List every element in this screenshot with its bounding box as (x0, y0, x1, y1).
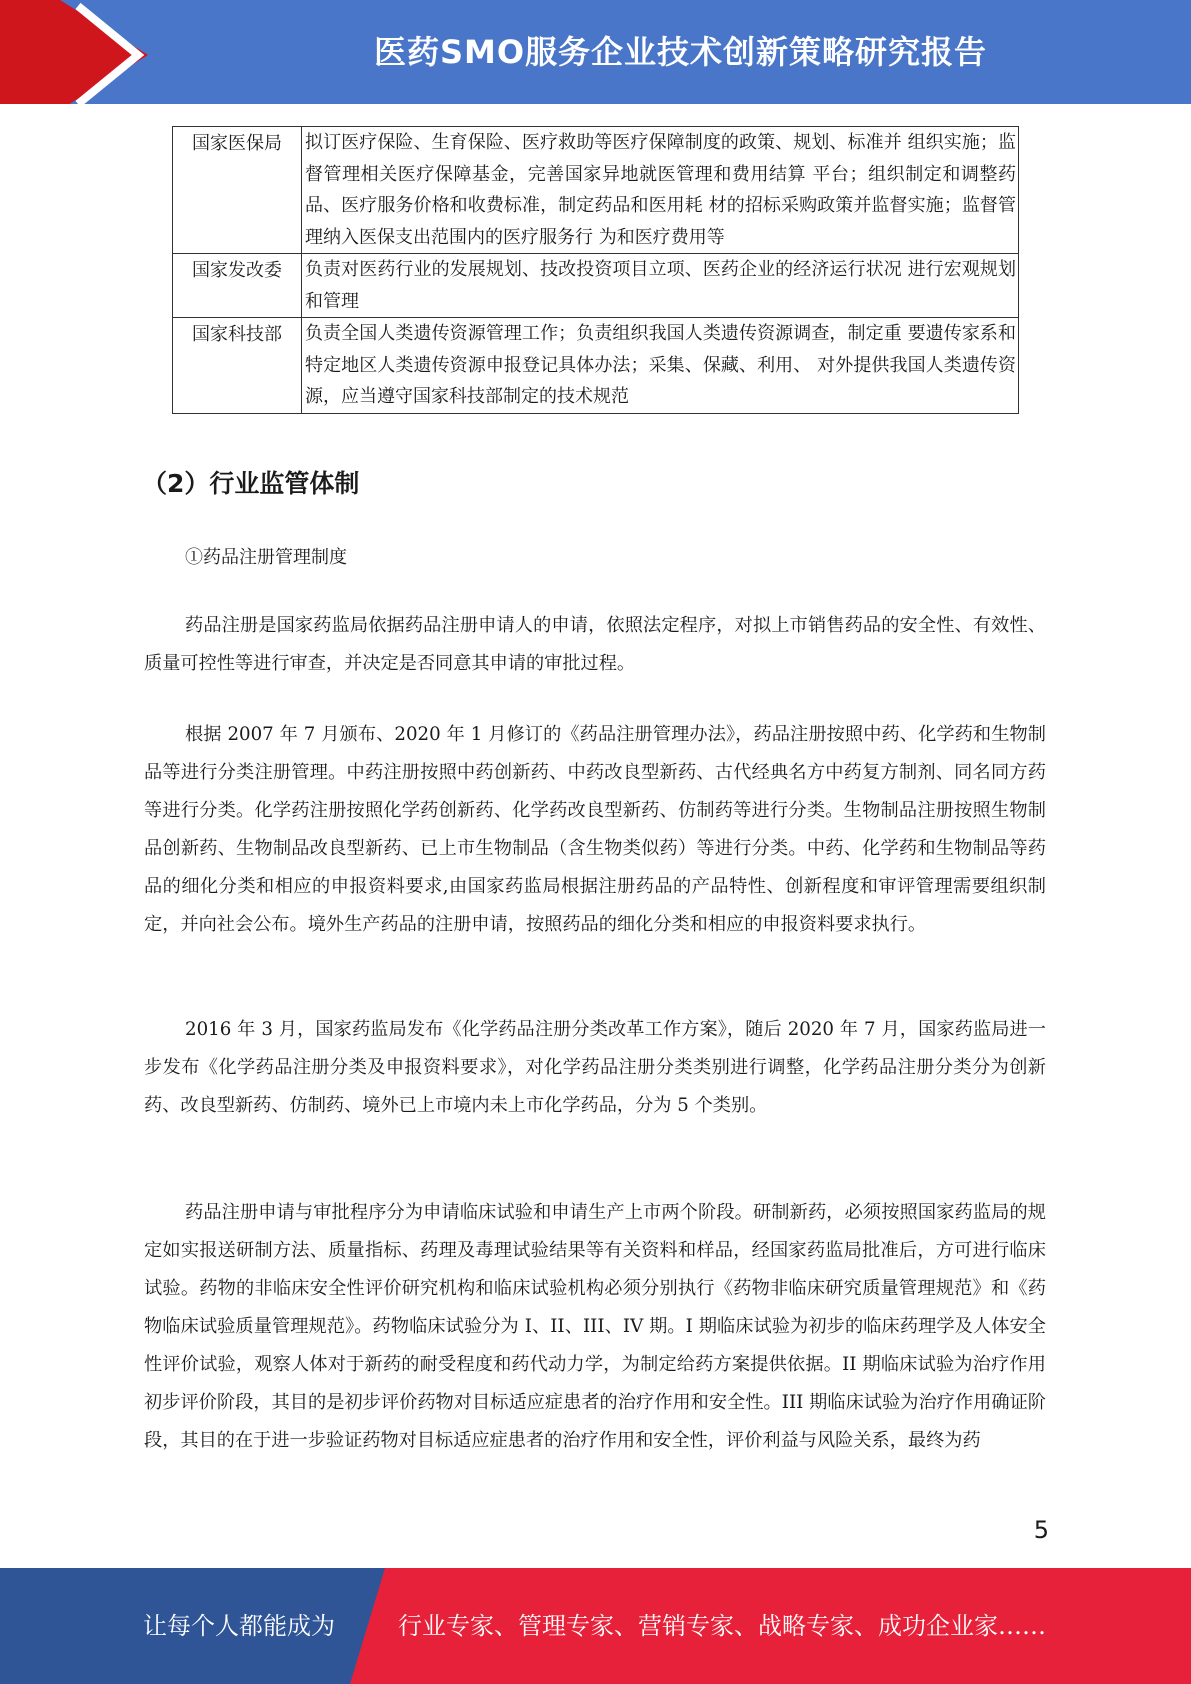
body-paragraph: 药品注册是国家药监局依据药品注册申请人的申请，依照法定程序，对拟上市销售药品的安全性、有效性、质量可控性等进行审查，并决定是否同意其申请的审批过程。 (144, 615, 1046, 674)
body-paragraph: 根据 2007 年 7 月颁布、2020 年 1 月修订的《药品注册管理办法》，药品注册按照中药、化学药和生物制品等进行分类注册管理。中药注册按照中药创新药、中药改良型新药、古代经典名方中药复方制剂、同名同方药等进行分类。化学药注册按照化学药创新药、化学药改良型新药、仿制药等进行分类。生物制品注册按照生物制品创新药、生物制品改良型新药、已上市生物制品（含生物类似药）等进行分类。中药、化学药和生物制品等药品的细化分类和相应的申报资料要求,由国家药监局根据注册药品的产品特性、创新程度和审评管理需要组织制定，并向社会公布。境外生产药品的注册申请，按照药品的细化分类和相应的申报资料要求执行。 (144, 724, 1046, 935)
regulator-name: 国家医保局 (173, 127, 302, 254)
regulator-name: 国家发改委 (173, 254, 302, 318)
regulator-name: 国家科技部 (173, 318, 302, 414)
subsection-heading: ①药品注册管理制度 (185, 547, 347, 568)
table-row (173, 127, 1019, 254)
footer-banner (0, 1568, 1191, 1684)
body-paragraph: 2016 年 3 月，国家药监局发布《化学药品注册分类改革工作方案》，随后 2020 年 7 月，国家药监局进一步发布《化学药品注册分类及申报资料要求》，对化学药品注册分类类别进行调整，化学药品注册分类分为创新药、改良型新药、仿制药、境外已上市境内未上市化学药品，分为 5 个类别。 (144, 1019, 1046, 1116)
footer-slogan-right: 行业专家、管理专家、营销专家、战略专家、成功企业家…… (398, 1612, 1046, 1640)
table-row (173, 318, 1019, 414)
footer-slogan-left: 让每个人都能成为 (143, 1612, 335, 1640)
section-heading: （2）行业监管体制 (142, 469, 360, 498)
regulator-duty: 拟订医疗保险、生育保险、医疗救助等医疗保障制度的政策、规划、标准并 组织实施；监督管理相关医疗保障基金，完善国家异地就医管理和费用结算 平台；组织制定和调整药品、医疗服务价格和收费标准，制定药品和医用耗 材的招标采购政策并监督实施；监督管理纳入医保支出范围内的医疗服务行 为和医疗费用等 (302, 127, 1019, 254)
page-number: 5 (1033, 1516, 1049, 1544)
regulator-duty: 负责全国人类遗传资源管理工作；负责组织我国人类遗传资源调查，制定重 要遗传家系和特定地区人类遗传资源申报登记具体办法；采集、保藏、利用、 对外提供我国人类遗传资源，应当遵守国家科技部制定的技术规范 (302, 318, 1019, 414)
regulator-duty: 负责对医药行业的发展规划、技改投资项目立项、医药企业的经济运行状况 进行宏观规划和管理 (302, 254, 1019, 318)
report-header (0, 0, 1191, 110)
report-title: 医药SMO服务企业技术创新策略研究报告 (373, 33, 988, 71)
table-row (173, 254, 1019, 318)
body-paragraph: 药品注册申请与审批程序分为申请临床试验和申请生产上市两个阶段。研制新药，必须按照国家药监局的规定如实报送研制方法、质量指标、药理及毒理试验结果等有关资料和样品，经国家药监局批准后，方可进行临床试验。药物的非临床安全性评价研究机构和临床试验机构必须分别执行《药物非临床研究质量管理规范》和《药物临床试验质量管理规范》。药物临床试验分为 I、II、III、IV 期。I 期临床试验为初步的临床药理学及人体安全性评价试验，观察人体对于新药的耐受程度和药代动力学，为制定给药方案提供依据。II 期临床试验为治疗作用初步评价阶段，其目的是初步评价药物对目标适应症患者的治疗作用和安全性。III 期临床试验为治疗作用确证阶段，其目的在于进一步验证药物对目标适应症患者的治疗作用和安全性，评价利益与风险关系，最终为药 (144, 1202, 1046, 1451)
regulator-table (172, 126, 1019, 414)
